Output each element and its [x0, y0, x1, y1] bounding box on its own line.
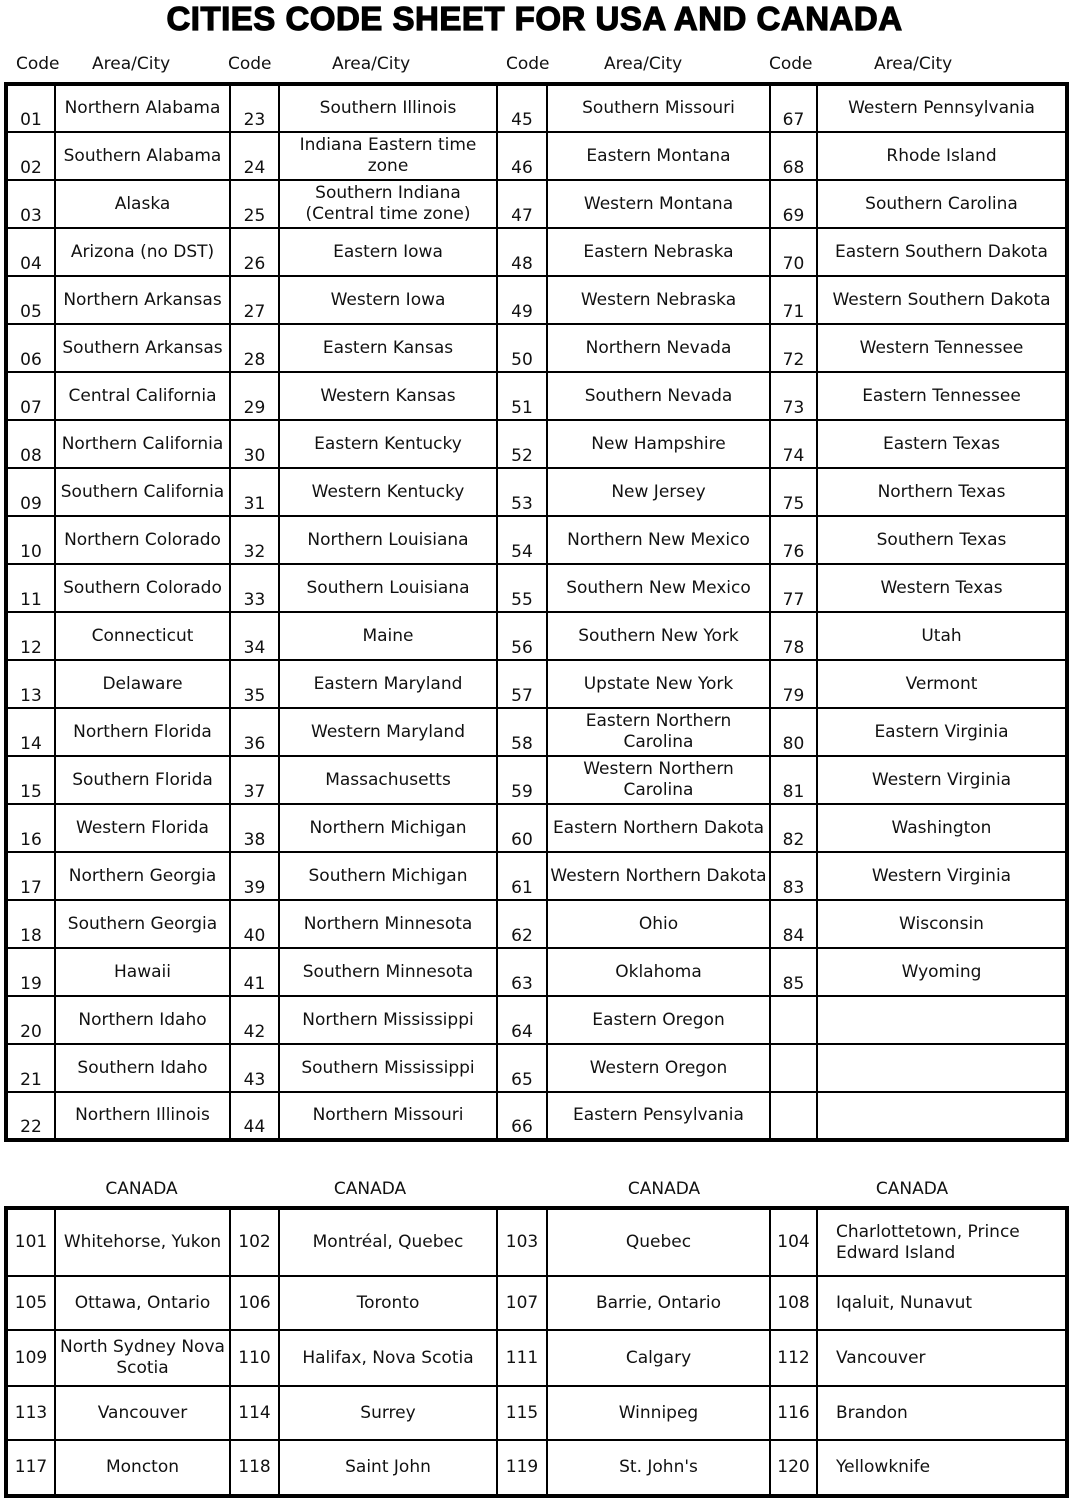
area-cell: New Hampshire — [547, 420, 770, 468]
area-cell: Southern New Mexico — [547, 564, 770, 612]
city-cell: North Sydney Nova Scotia — [55, 1330, 230, 1386]
code-cell: 107 — [497, 1276, 547, 1330]
column-header-area: Area/City — [874, 54, 953, 74]
code-cell: 71 — [770, 276, 817, 324]
table-row — [6, 132, 1067, 180]
column-header-area: Area/City — [604, 54, 683, 74]
area-cell: Wyoming — [817, 948, 1067, 996]
code-cell: 17 — [6, 852, 55, 900]
area-cell: Western Iowa — [279, 276, 497, 324]
code-cell: 112 — [770, 1330, 817, 1386]
city-cell: Yellowknife — [817, 1440, 1067, 1496]
canada-code-table — [4, 1206, 1069, 1498]
table-row — [6, 1440, 1067, 1496]
column-header-code: Code — [769, 54, 813, 74]
column-header-area: Area/City — [92, 54, 171, 74]
code-cell: 05 — [6, 276, 55, 324]
code-cell: 75 — [770, 468, 817, 516]
code-cell: 108 — [770, 1276, 817, 1330]
code-cell: 15 — [6, 756, 55, 804]
area-cell: Eastern Northern Dakota — [547, 804, 770, 852]
area-cell: Vermont — [817, 660, 1067, 708]
column-header-code: Code — [228, 54, 272, 74]
area-cell: Eastern Kentucky — [279, 420, 497, 468]
area-cell: Western Kansas — [279, 372, 497, 420]
area-cell: Western Northern Carolina — [547, 756, 770, 804]
code-cell: 53 — [497, 468, 547, 516]
code-cell: 10 — [6, 516, 55, 564]
area-cell: Southern Idaho — [55, 1044, 230, 1092]
table-row — [6, 228, 1067, 276]
code-cell: 34 — [230, 612, 279, 660]
code-cell: 70 — [770, 228, 817, 276]
area-cell: Eastern Southern Dakota — [817, 228, 1067, 276]
city-cell: Vancouver — [817, 1330, 1067, 1386]
city-cell: Charlottetown, Prince Edward Island — [817, 1208, 1067, 1276]
area-cell — [817, 1092, 1067, 1140]
table-row — [6, 900, 1067, 948]
code-cell: 82 — [770, 804, 817, 852]
city-cell: Winnipeg — [547, 1386, 770, 1440]
table-row — [6, 852, 1067, 900]
code-cell: 110 — [230, 1330, 279, 1386]
code-cell: 18 — [6, 900, 55, 948]
area-cell: Northern Colorado — [55, 516, 230, 564]
code-cell: 21 — [6, 1044, 55, 1092]
code-cell: 42 — [230, 996, 279, 1044]
table-row — [6, 756, 1067, 804]
canada-section-label: CANADA — [627, 1179, 701, 1199]
code-cell: 31 — [230, 468, 279, 516]
area-cell: Northern Nevada — [547, 324, 770, 372]
city-cell: Saint John — [279, 1440, 497, 1496]
code-cell: 85 — [770, 948, 817, 996]
table-row — [6, 1208, 1067, 1276]
code-cell: 84 — [770, 900, 817, 948]
code-cell: 09 — [6, 468, 55, 516]
area-cell: Western Florida — [55, 804, 230, 852]
canada-section-label: CANADA — [333, 1179, 407, 1199]
city-cell: Quebec — [547, 1208, 770, 1276]
area-cell: Central California — [55, 372, 230, 420]
area-cell: Southern Indiana (Central time zone) — [279, 180, 497, 228]
area-cell: Southern Alabama — [55, 132, 230, 180]
code-cell: 116 — [770, 1386, 817, 1440]
code-cell: 58 — [497, 708, 547, 756]
table-row — [6, 84, 1067, 132]
table-row — [6, 516, 1067, 564]
code-cell: 60 — [497, 804, 547, 852]
code-cell: 102 — [230, 1208, 279, 1276]
area-cell: Rhode Island — [817, 132, 1067, 180]
city-cell: Moncton — [55, 1440, 230, 1496]
code-cell: 24 — [230, 132, 279, 180]
area-cell: Upstate New York — [547, 660, 770, 708]
code-cell: 39 — [230, 852, 279, 900]
area-cell: Eastern Iowa — [279, 228, 497, 276]
code-cell: 41 — [230, 948, 279, 996]
area-cell: Arizona (no DST) — [55, 228, 230, 276]
code-cell: 64 — [497, 996, 547, 1044]
area-cell: Western Southern Dakota — [817, 276, 1067, 324]
code-cell: 43 — [230, 1044, 279, 1092]
area-cell: Eastern Tennessee — [817, 372, 1067, 420]
code-cell: 40 — [230, 900, 279, 948]
code-cell: 44 — [230, 1092, 279, 1140]
code-cell: 02 — [6, 132, 55, 180]
table-row — [6, 1386, 1067, 1440]
area-cell: Southern Florida — [55, 756, 230, 804]
code-cell: 46 — [497, 132, 547, 180]
area-cell: Eastern Oregon — [547, 996, 770, 1044]
area-cell: Western Maryland — [279, 708, 497, 756]
code-cell: 65 — [497, 1044, 547, 1092]
table-row — [6, 612, 1067, 660]
code-cell — [770, 996, 817, 1044]
area-cell: Northern Florida — [55, 708, 230, 756]
code-cell: 51 — [497, 372, 547, 420]
code-cell: 120 — [770, 1440, 817, 1496]
column-header-area: Area/City — [332, 54, 411, 74]
code-cell: 109 — [6, 1330, 55, 1386]
code-cell: 80 — [770, 708, 817, 756]
table-row — [6, 564, 1067, 612]
area-cell — [817, 996, 1067, 1044]
code-cell: 04 — [6, 228, 55, 276]
column-header-code: Code — [16, 54, 60, 74]
area-cell: Southern Mississippi — [279, 1044, 497, 1092]
area-cell: New Jersey — [547, 468, 770, 516]
table-row — [6, 324, 1067, 372]
table-row — [6, 1092, 1067, 1140]
code-cell: 69 — [770, 180, 817, 228]
code-cell: 104 — [770, 1208, 817, 1276]
code-cell: 01 — [6, 84, 55, 132]
area-cell: Northern Illinois — [55, 1092, 230, 1140]
code-cell: 72 — [770, 324, 817, 372]
code-cell: 30 — [230, 420, 279, 468]
table-row — [6, 996, 1067, 1044]
code-cell: 19 — [6, 948, 55, 996]
table-row — [6, 660, 1067, 708]
table-row — [6, 372, 1067, 420]
table-row — [6, 468, 1067, 516]
code-cell: 103 — [497, 1208, 547, 1276]
code-cell: 55 — [497, 564, 547, 612]
city-cell: Vancouver — [55, 1386, 230, 1440]
code-cell: 14 — [6, 708, 55, 756]
area-cell: Western Northern Dakota — [547, 852, 770, 900]
code-cell: 83 — [770, 852, 817, 900]
city-cell: Halifax, Nova Scotia — [279, 1330, 497, 1386]
code-cell: 23 — [230, 84, 279, 132]
code-cell: 37 — [230, 756, 279, 804]
code-cell: 74 — [770, 420, 817, 468]
code-cell: 03 — [6, 180, 55, 228]
code-cell: 105 — [6, 1276, 55, 1330]
code-cell: 38 — [230, 804, 279, 852]
area-cell: Southern Carolina — [817, 180, 1067, 228]
area-cell: Washington — [817, 804, 1067, 852]
area-cell: Southern Nevada — [547, 372, 770, 420]
area-cell: Southern Minnesota — [279, 948, 497, 996]
area-cell: Southern Illinois — [279, 84, 497, 132]
table-row — [6, 804, 1067, 852]
area-cell: Alaska — [55, 180, 230, 228]
code-cell: 25 — [230, 180, 279, 228]
code-cell: 33 — [230, 564, 279, 612]
area-cell: Eastern Virginia — [817, 708, 1067, 756]
area-cell: Eastern Maryland — [279, 660, 497, 708]
code-cell: 22 — [6, 1092, 55, 1140]
code-cell: 117 — [6, 1440, 55, 1496]
code-cell: 52 — [497, 420, 547, 468]
table-row — [6, 948, 1067, 996]
code-cell: 45 — [497, 84, 547, 132]
area-cell: Massachusetts — [279, 756, 497, 804]
area-cell: Western Kentucky — [279, 468, 497, 516]
code-cell: 32 — [230, 516, 279, 564]
usa-code-table — [4, 82, 1069, 1142]
area-cell: Western Oregon — [547, 1044, 770, 1092]
area-cell: Northern Louisiana — [279, 516, 497, 564]
table-row — [6, 708, 1067, 756]
code-cell: 61 — [497, 852, 547, 900]
area-cell: Western Pennsylvania — [817, 84, 1067, 132]
code-cell: 08 — [6, 420, 55, 468]
code-cell: 111 — [497, 1330, 547, 1386]
area-cell: Western Tennessee — [817, 324, 1067, 372]
code-cell: 49 — [497, 276, 547, 324]
area-cell: Northern California — [55, 420, 230, 468]
area-cell: Southern California — [55, 468, 230, 516]
area-cell: Northern Idaho — [55, 996, 230, 1044]
city-cell: Whitehorse, Yukon — [55, 1208, 230, 1276]
code-cell — [770, 1044, 817, 1092]
area-cell: Northern Michigan — [279, 804, 497, 852]
area-cell: Ohio — [547, 900, 770, 948]
area-cell: Eastern Kansas — [279, 324, 497, 372]
code-cell: 20 — [6, 996, 55, 1044]
code-cell: 13 — [6, 660, 55, 708]
area-cell: Northern Alabama — [55, 84, 230, 132]
code-cell: 27 — [230, 276, 279, 324]
area-cell: Southern Michigan — [279, 852, 497, 900]
area-cell: Utah — [817, 612, 1067, 660]
area-cell: Southern Texas — [817, 516, 1067, 564]
area-cell: Indiana Eastern time zone — [279, 132, 497, 180]
code-cell: 76 — [770, 516, 817, 564]
canada-section-label: CANADA — [875, 1179, 949, 1199]
area-cell: Delaware — [55, 660, 230, 708]
city-cell: Barrie, Ontario — [547, 1276, 770, 1330]
area-cell: Connecticut — [55, 612, 230, 660]
code-cell: 16 — [6, 804, 55, 852]
code-cell: 36 — [230, 708, 279, 756]
city-cell: Iqaluit, Nunavut — [817, 1276, 1067, 1330]
code-cell: 59 — [497, 756, 547, 804]
area-cell: Hawaii — [55, 948, 230, 996]
area-cell: Southern Georgia — [55, 900, 230, 948]
area-cell: Southern New York — [547, 612, 770, 660]
area-cell: Southern Arkansas — [55, 324, 230, 372]
area-cell: Eastern Pensylvania — [547, 1092, 770, 1140]
code-cell: 77 — [770, 564, 817, 612]
area-cell: Southern Colorado — [55, 564, 230, 612]
area-cell: Western Virginia — [817, 756, 1067, 804]
city-cell: Toronto — [279, 1276, 497, 1330]
column-header-code: Code — [506, 54, 550, 74]
area-cell: Eastern Montana — [547, 132, 770, 180]
table-row — [6, 1276, 1067, 1330]
area-cell: Southern Louisiana — [279, 564, 497, 612]
code-cell: 67 — [770, 84, 817, 132]
code-cell: 28 — [230, 324, 279, 372]
code-cell: 73 — [770, 372, 817, 420]
area-cell: Eastern Texas — [817, 420, 1067, 468]
table-row — [6, 180, 1067, 228]
code-cell: 68 — [770, 132, 817, 180]
area-cell: Western Montana — [547, 180, 770, 228]
area-cell: Wisconsin — [817, 900, 1067, 948]
code-cell: 106 — [230, 1276, 279, 1330]
area-cell: Northern Georgia — [55, 852, 230, 900]
code-cell: 06 — [6, 324, 55, 372]
table-row — [6, 1044, 1067, 1092]
code-cell: 113 — [6, 1386, 55, 1440]
city-cell: Calgary — [547, 1330, 770, 1386]
city-cell: Ottawa, Ontario — [55, 1276, 230, 1330]
code-cell: 50 — [497, 324, 547, 372]
code-cell: 48 — [497, 228, 547, 276]
code-cell: 78 — [770, 612, 817, 660]
code-cell: 119 — [497, 1440, 547, 1496]
area-cell: Maine — [279, 612, 497, 660]
code-cell: 29 — [230, 372, 279, 420]
code-cell: 81 — [770, 756, 817, 804]
code-cell: 118 — [230, 1440, 279, 1496]
area-cell: Western Virginia — [817, 852, 1067, 900]
area-cell: Northern Missouri — [279, 1092, 497, 1140]
area-cell: Western Nebraska — [547, 276, 770, 324]
code-cell: 56 — [497, 612, 547, 660]
city-cell: Montréal, Quebec — [279, 1208, 497, 1276]
area-cell: Northern New Mexico — [547, 516, 770, 564]
code-cell: 115 — [497, 1386, 547, 1440]
table-row — [6, 420, 1067, 468]
code-cell: 12 — [6, 612, 55, 660]
code-cell: 47 — [497, 180, 547, 228]
city-cell: Surrey — [279, 1386, 497, 1440]
code-cell: 26 — [230, 228, 279, 276]
area-cell — [817, 1044, 1067, 1092]
area-cell: Eastern Nebraska — [547, 228, 770, 276]
code-cell: 66 — [497, 1092, 547, 1140]
area-cell: Southern Missouri — [547, 84, 770, 132]
code-cell: 114 — [230, 1386, 279, 1440]
code-cell: 54 — [497, 516, 547, 564]
code-cell: 63 — [497, 948, 547, 996]
code-cell: 79 — [770, 660, 817, 708]
code-cell: 101 — [6, 1208, 55, 1276]
table-row — [6, 276, 1067, 324]
code-cell — [770, 1092, 817, 1140]
area-cell: Western Texas — [817, 564, 1067, 612]
code-cell: 11 — [6, 564, 55, 612]
city-cell: St. John's — [547, 1440, 770, 1496]
code-cell: 35 — [230, 660, 279, 708]
area-cell: Northern Minnesota — [279, 900, 497, 948]
area-cell: Northern Mississippi — [279, 996, 497, 1044]
code-cell: 62 — [497, 900, 547, 948]
area-cell: Northern Arkansas — [55, 276, 230, 324]
area-cell: Eastern Northern Carolina — [547, 708, 770, 756]
city-cell: Brandon — [817, 1386, 1067, 1440]
table-row — [6, 1330, 1067, 1386]
canada-section-label: CANADA — [105, 1179, 178, 1199]
code-cell: 07 — [6, 372, 55, 420]
code-cell: 57 — [497, 660, 547, 708]
area-cell: Northern Texas — [817, 468, 1067, 516]
page-title: CITIES CODE SHEET FOR USA AND CANADA — [166, 0, 903, 37]
area-cell: Oklahoma — [547, 948, 770, 996]
